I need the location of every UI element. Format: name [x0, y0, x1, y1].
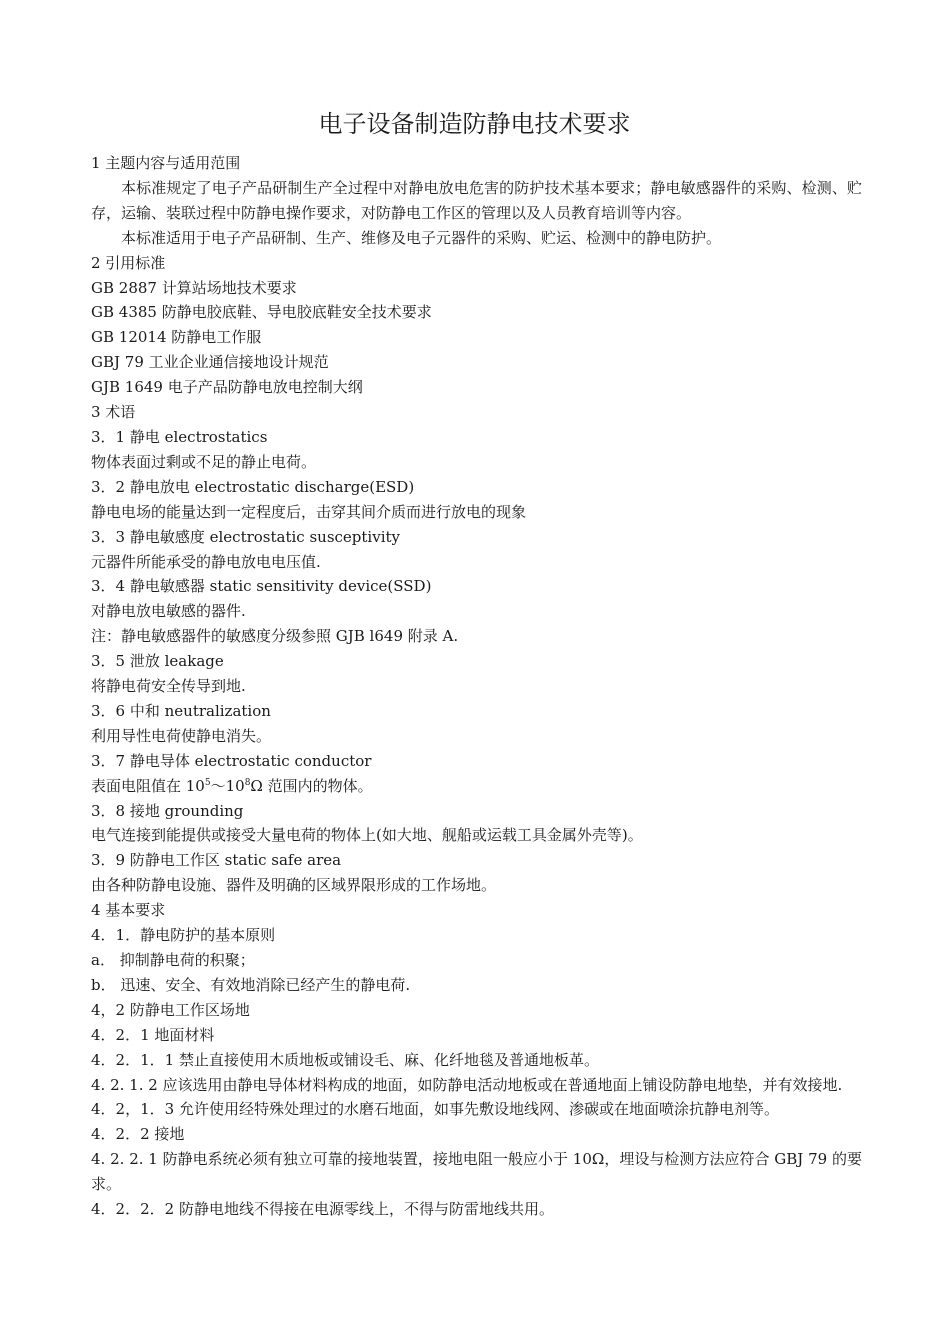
reference-item: GBJ 79 工业企业通信接地设计规范: [91, 353, 329, 372]
subsection-heading: 4．2．1 地面材料: [91, 1025, 215, 1044]
exponent: 8: [244, 777, 251, 788]
document-title: 电子设备制造防静电技术要求: [318, 110, 631, 138]
text-run: ～10: [210, 776, 245, 795]
text-run: 表面电阻值在 10: [91, 776, 205, 795]
section-heading: 2 引用标准: [91, 253, 166, 272]
term-definition: 物体表面过剩或不足的静止电荷。: [91, 452, 317, 471]
term-heading: 3．4 静电敏感器 static sensitivity device(SSD): [91, 577, 432, 596]
term-heading: 3．1 静电 electrostatics: [91, 427, 268, 446]
list-item: b． 迅速、安全、有效地消除已经产生的静电荷.: [91, 975, 411, 994]
clause: 4．2，1．3 允许使用经特殊处理过的水磨石地面，如事先敷设地线网、渗碳或在地面喷涂抗静电剂等。: [91, 1100, 779, 1119]
term-definition: [91, 774, 862, 799]
term-heading: 3．9 防静电工作区 static safe area: [91, 851, 342, 870]
clause: 4. 2. 2. 1 防静电系统必须有独立可靠的接地装置，接地电阻一般应小于 10Ω，埋设与检测方法应符合 GBJ 79 的要求。: [91, 1150, 862, 1194]
section-heading: 3 术语: [91, 403, 136, 422]
term-definition: 静电电场的能量达到一定程度后，击穿其间介质而进行放电的现象: [91, 502, 527, 521]
term-heading: 3．2 静电放电 electrostatic discharge(ESD): [91, 477, 415, 496]
term-definition: 将静电荷安全传导到地.: [91, 677, 246, 696]
term-definition: 利用导性电荷使静电消失。: [91, 726, 272, 745]
reference-item: GB 4385 防静电胶底鞋、导电胶底鞋安全技术要求: [91, 303, 432, 322]
subsection-heading: 4．1．静电防护的基本原则: [91, 926, 276, 945]
clause: 4. 2. 1. 2 应该选用由静电导体材料构成的地面，如防静电活动地板或在普通地面上铺设防静电地垫，并有效接地.: [91, 1075, 843, 1094]
clause: 4．2．2．2 防静电地线不得接在电源零线上，不得与防雷地线共用。: [91, 1200, 554, 1219]
term-heading: 3．8 接地 grounding: [91, 801, 244, 820]
term-definition: 对静电放电敏感的器件.: [91, 602, 246, 621]
term-definition: 电气连接到能提供或接受大量电荷的物体上(如大地、舰船或运载工具金属外壳等)。: [91, 826, 643, 845]
term-heading: 3．6 中和 neutralization: [91, 701, 271, 720]
note: 注：静电敏感器件的敏感度分级参照 GJB l649 附录 A.: [91, 627, 459, 646]
exponent: 5: [204, 777, 211, 788]
section-heading: 4 基本要求: [91, 901, 166, 920]
text-run: Ω 范围内的物体。: [250, 776, 373, 795]
list-item: a． 抑制静电荷的积聚；: [91, 951, 255, 969]
term-definition: 由各种防静电设施、器件及明确的区域界限形成的工作场地。: [91, 876, 497, 895]
reference-item: GB 12014 防静电工作服: [91, 328, 262, 347]
paragraph: 本标准规定了电子产品研制生产全过程中对静电放电危害的防护技术基本要求；静电敏感器件的采购、检测、贮存，运输、装联过程中防静电操作要求，对防静电工作区的管理以及人员教育培训等内容。: [91, 178, 862, 222]
subsection-heading: 4．2．2 接地: [91, 1125, 185, 1144]
reference-item: GJB 1649 电子产品防静电放电控制大纲: [91, 378, 363, 397]
subsection-heading: 4，2 防静电工作区场地: [91, 1000, 250, 1019]
paragraph: 本标准适用于电子产品研制、生产、维修及电子元器件的采购、贮运、检测中的静电防护。: [121, 228, 722, 247]
term-definition: 元器件所能承受的静电放电电压值.: [91, 552, 321, 571]
term-heading: 3．7 静电导体 electrostatic conductor: [91, 751, 372, 770]
term-heading: 3．3 静电敏感度 electrostatic susceptivity: [91, 527, 401, 546]
term-heading: 3．5 泄放 leakage: [91, 652, 224, 671]
clause: 4．2．1．1 禁止直接使用木质地板或铺设毛、麻、化纤地毯及普通地板革。: [91, 1050, 599, 1069]
reference-item: GB 2887 计算站场地技术要求: [91, 278, 297, 297]
section-heading: 1 主题内容与适用范围: [91, 154, 241, 172]
